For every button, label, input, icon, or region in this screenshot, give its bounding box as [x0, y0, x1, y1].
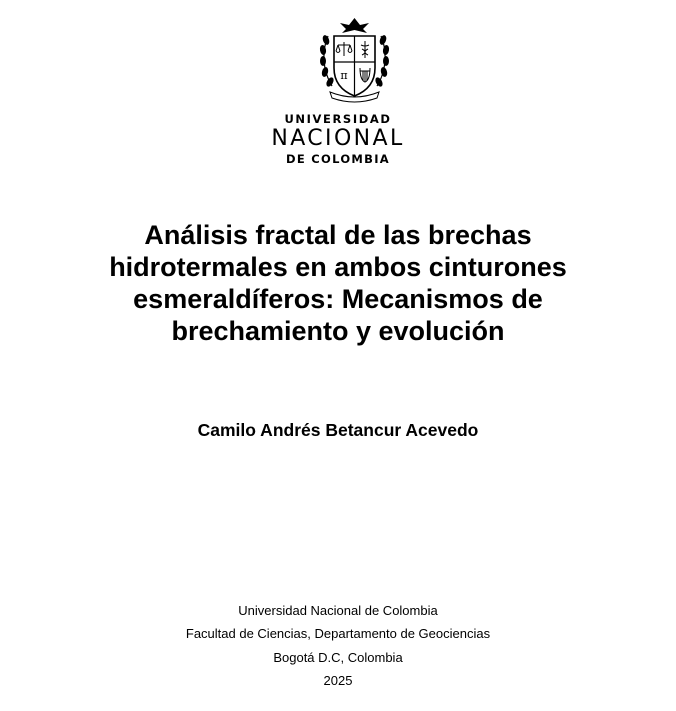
university-crest-icon [316, 16, 393, 103]
location: Bogotá D.C, Colombia [273, 650, 403, 665]
thesis-title: Análisis fractal de las brechas hidrotermales en ambos cinturones esmeraldíferos: Mecanismos de brechamiento y evolución [109, 220, 567, 346]
institution-name: Universidad Nacional de Colombia [238, 603, 438, 618]
faculty-department: Facultad de Ciencias, Departamento de Geociencias [185, 626, 491, 641]
university-name-line2: NACIONAL [271, 126, 405, 151]
year: 2025 [323, 673, 353, 688]
university-name-line3: DE COLOMBIA [285, 152, 390, 166]
university-name-line1: UNIVERSIDAD [284, 112, 392, 126]
author-name: Camilo Andrés Betancur Acevedo [197, 420, 479, 440]
svg-text:π: π [340, 69, 348, 82]
